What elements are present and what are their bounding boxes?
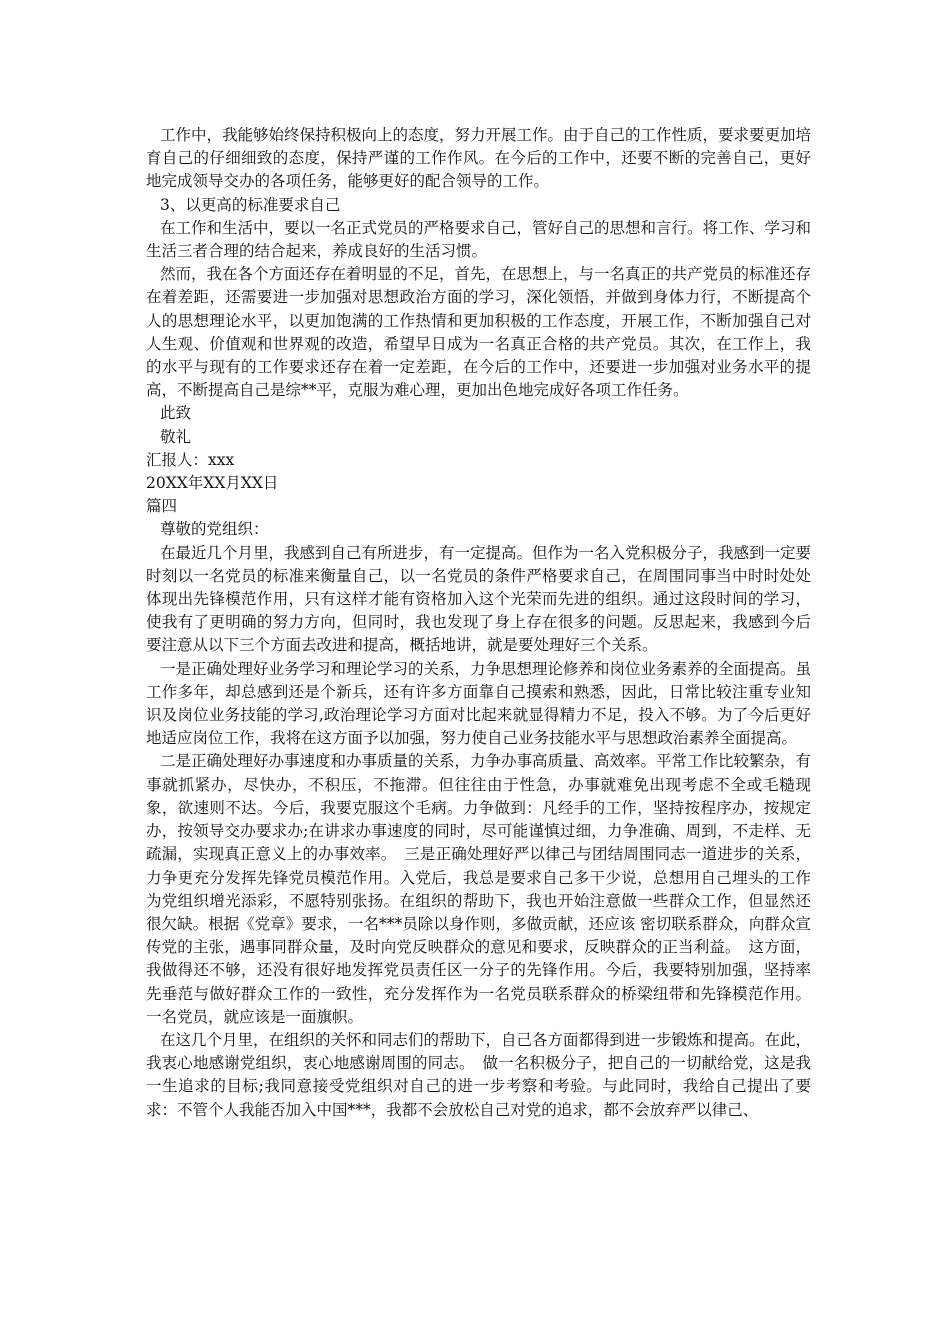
paragraph-relationship-one: 一是正确处理好业务学习和理论学习的关系，力争思想理论修养和岗位业务素养的全面提高。虽工作多年，却总感到还是个新兵，还有许多方面靠自己摸索和熟悉，因此，日常比较注重专业知识及岗位业务技能的学习,政治理论学习方面对比起来就显得精力不足，投入不够。为了今后更好地适应岗位工作，我将在这方面予以加强，努力使自己业务技能水平与思想政治素养全面提高。 <box>146 659 812 748</box>
section-title-part-four: 篇四 <box>146 497 178 516</box>
report-date: 20XX年XX月XX日 <box>146 474 279 493</box>
greeting: 尊敬的党组织： <box>160 520 269 539</box>
reporter-signature: 汇报人：xxx <box>146 450 235 469</box>
paragraph-relationship-two-three: 二是正确处理好办事速度和办事质量的关系，力争办事高质量、高效率。平常工作比较繁杂，有事就抓紧办，尽快办，不积压，不拖滞。但往往由于性急，办事就难免出现考虑不全或毛糙现象，欲速则不达。今后，我要克服这个毛病。力争做到：凡经手的工作，坚持按程序办，按规定办，按领导交办要求办;在讲求办事速度的同时，尽可能谨慎过细，力争准确、周到，不走样、无疏漏，实现真正意义上的办事效率。 三是正确处理好严以律己与团结周围同志一道进步的关系，力争更充分发挥先锋党员模范作用。入党后，我总是要求自己多干少说，总想用自己埋头的工作为党组织增光添彩，不愿特别张扬。在组织的帮助下，我也开始注意做一些群众工作，但显然还很欠缺。根据《党章》要求，一名***员除以身作则，多做贡献，还应该 密切联系群众，向群众宣传党的主张，遇事同群众量，及时向党反映群众的意见和要求，反映群众的正当利益。 这方面，我做得还不够，还没有很好地发挥党员责任区一分子的先锋作用。今后，我要特别加强，坚持率先垂范与做好群众工作的一致性，充分发挥作为一名党员联系群众的桥梁纽带和先锋模范作用。一名党员，就应该是一面旗帜。 <box>146 752 812 1026</box>
closing-salutation: 此致 <box>160 404 192 423</box>
section-heading-higher-standards: 3、以更高的标准要求自己 <box>160 195 341 214</box>
closing-regards: 敬礼 <box>160 427 192 446</box>
paragraph-shortcomings: 然而，我在各个方面还存在着明显的不足，首先，在思想上，与一名真正的共产党员的标准还存在着差距，还需要进一步加强对思想政治方面的学习，深化领悟，并做到身体力行，不断提高个人的思想理论水平，以更加饱满的工作热情和更加积极的工作态度，开展工作，不断加强自己对人生观、价值观和世界观的改造，希望早日成为一名真正合格的共产党员。其次，在工作上，我的水平与现有的工作要求还存在着一定差距，在今后的工作中，还要进一步加强对业务水平的提高，不断提高自己是综**平，克服为难心理，更加出色地完成好各项工作任务。 <box>146 265 812 400</box>
paragraph-gratitude: 在这几个月里，在组织的关怀和同志们的帮助下，自己各方面都得到进一步锻炼和提高。在此，我衷心地感谢党组织，衷心地感谢周围的同志。 做一名积极分子，把自己的一切献给党，这是我一生追求的目标;我同意接受党组织对自己的进一步考察和考验。与此同时，我给自己提出了要求：不管个人我能否加入中国***，我都不会放松自己对党的追求，都不会放弃严以律己、 <box>146 1030 812 1119</box>
paragraph-strict-requirements: 在工作和生活中，要以一名正式党员的严格要求自己，管好自己的思想和言行。将工作、学习和生活三者合理的结合起来，养成良好的生活习惯。 <box>146 218 812 261</box>
document-body <box>146 124 811 1122</box>
paragraph-work-attitude: 工作中，我能够始终保持积极向上的态度，努力开展工作。由于自己的工作性质，要求要更加培育自己的仔细细致的态度，保持严谨的工作作风。在今后的工作中，还要不断的完善自己，更好地完成领导交办的各项任务，能够更好的配合领导的工作。 <box>146 126 812 191</box>
paragraph-recent-progress: 在最近几个月里，我感到自己有所进步，有一定提高。但作为一名入党积极分子，我感到一定要时刻以一名党员的标准来衡量自己，以一名党员的条件严格要求自己，在周围同事当中时时处处体现出先锋模范作用，只有这样才能有资格加入这个光荣而先进的组织。通过这段时间的学习，使我有了更明确的努力方向，但同时，我也发现了身上存在很多的问题。反思起来，我感到今后要注意从以下三个方面去改进和提高，概括地讲，就是要处理好三个关系。 <box>146 543 812 655</box>
